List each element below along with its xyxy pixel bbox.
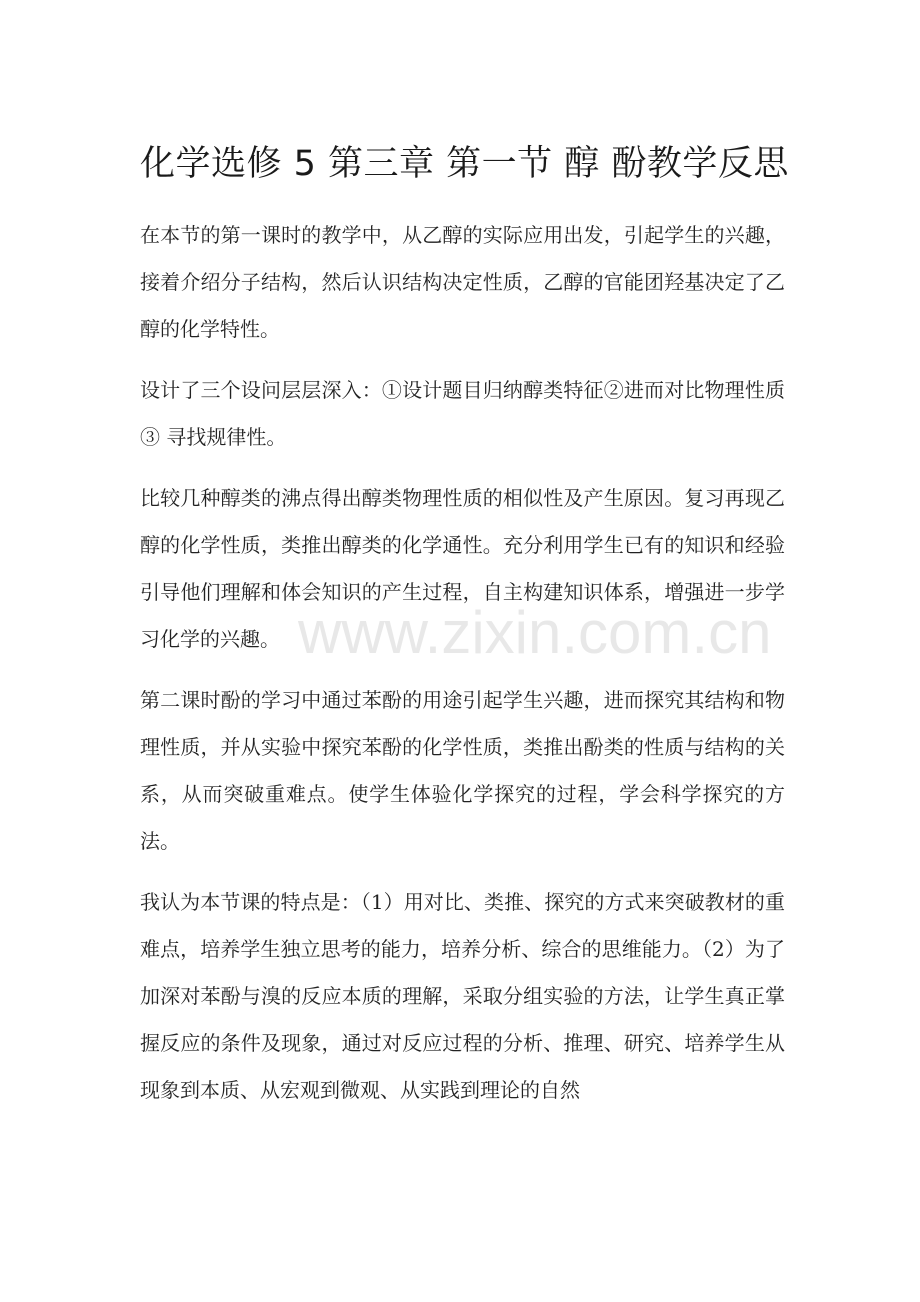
document-body xyxy=(140,212,785,1128)
watermark: www.zixin.com.cn xyxy=(298,599,772,666)
paragraph-2: 设计了三个设问层层深入：①设计题目归纳醇类特征②进而对比物理性质③ 寻找规律性。 xyxy=(140,378,785,449)
paragraph-4: 第二课时酚的学习中通过苯酚的用途引起学生兴趣，进而探究其结构和物理性质，并从实验中探究苯酚的化学性质，类推出酚类的性质与结构的关系，从而突破重难点。使学生体验化学探究的过程，学会科学探究的方法。 xyxy=(140,688,785,853)
paragraph-3: 比较几种醇类的沸点得出醇类物理性质的相似性及产生原因。复习再现乙醇的化学性质，类推出醇类的化学通性。充分利用学生已有的知识和经验引导他们理解和体会知识的产生过程，自主构建知识体系，增强进一步学习化学的兴趣。 xyxy=(140,486,785,651)
paragraph-1: 在本节的第一课时的教学中，从乙醇的实际应用出发，引起学生的兴趣，接着介绍分子结构，然后认识结构决定性质，乙醇的官能团羟基决定了乙醇的化学特性。 xyxy=(140,223,785,341)
document-title: 化学选修 5 第三章 第一节 醇 酚教学反思 xyxy=(140,144,789,184)
paragraph-5: 我认为本节课的特点是：（1）用对比、类推、探究的方式来突破教材的重难点，培养学生独立思考的能力，培养分析、综合的思维能力。（2）为了加深对苯酚与溴的反应本质的理解，采取分组实验的方法，让学生真正掌握反应的条件及现象，通过对反应过程的分析、推理、研究、培养学生从现象到本质、从宏观到微观、从实践到理论的自然 xyxy=(140,890,785,1102)
